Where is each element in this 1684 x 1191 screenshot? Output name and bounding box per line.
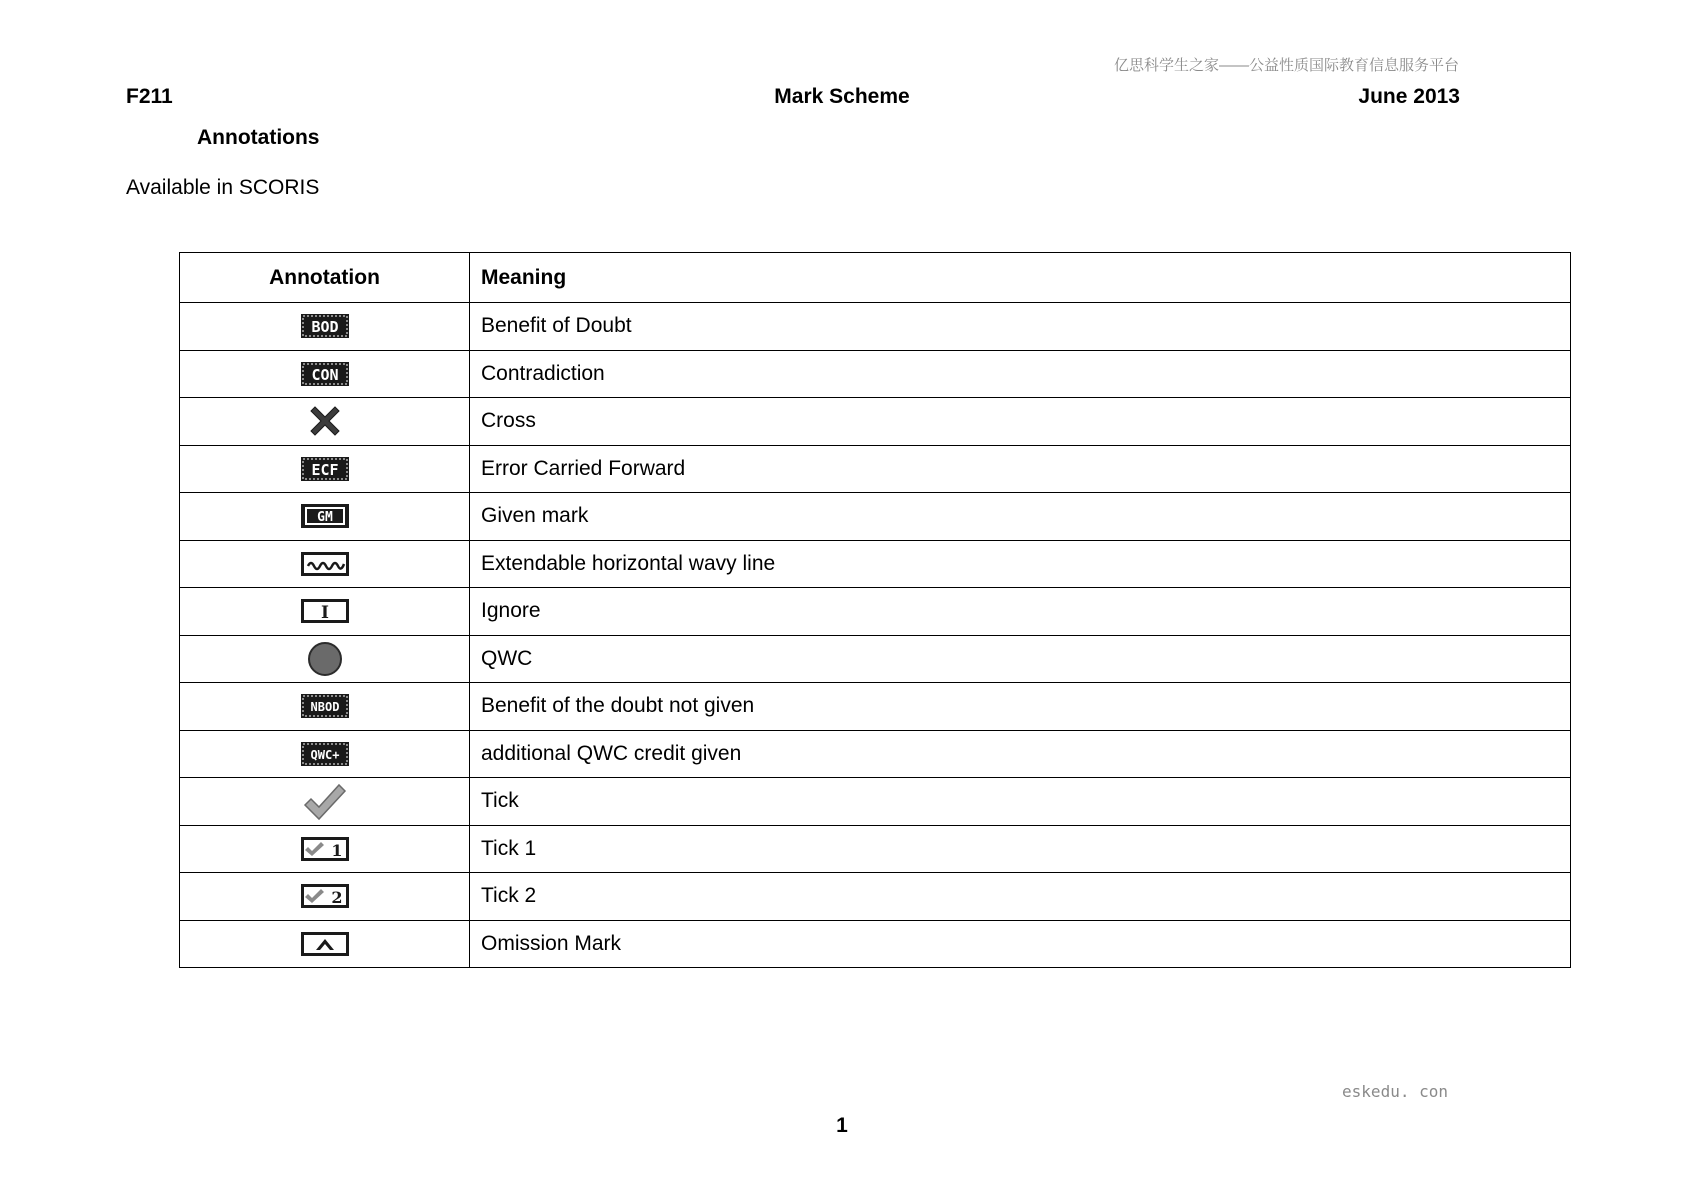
meaning-cell: Extendable horizontal wavy line bbox=[470, 540, 1571, 588]
given-mark-icon-label: GM bbox=[316, 510, 333, 526]
meaning-cell: additional QWC credit given bbox=[470, 730, 1571, 778]
column-header-annotation: Annotation bbox=[180, 253, 470, 303]
nbod-icon bbox=[301, 694, 349, 718]
table-row bbox=[180, 588, 1571, 636]
availability-note: Available in SCORIS bbox=[126, 176, 320, 199]
table-row bbox=[180, 398, 1571, 446]
meaning-cell: Omission Mark bbox=[470, 920, 1571, 968]
meaning-cell: Benefit of Doubt bbox=[470, 303, 1571, 351]
table-row bbox=[180, 683, 1571, 731]
table-row bbox=[180, 635, 1571, 683]
table-row bbox=[180, 730, 1571, 778]
qwc-circle-icon bbox=[305, 639, 345, 679]
column-header-meaning: Meaning bbox=[470, 253, 1571, 303]
header-paper-code: F211 bbox=[126, 85, 173, 108]
meaning-cell: Given mark bbox=[470, 493, 1571, 541]
given-mark-icon bbox=[301, 504, 349, 528]
ecf-icon bbox=[301, 457, 349, 481]
ignore-icon-label: I bbox=[320, 603, 329, 624]
section-title: Annotations bbox=[197, 126, 320, 149]
omission-mark-icon bbox=[301, 932, 349, 956]
table-row bbox=[180, 350, 1571, 398]
meaning-cell: Contradiction bbox=[470, 350, 1571, 398]
bod-icon bbox=[301, 314, 349, 338]
watermark-bottom: eskedu. con bbox=[1342, 1082, 1448, 1101]
table-row bbox=[180, 303, 1571, 351]
table-row bbox=[180, 778, 1571, 826]
cross-icon bbox=[305, 401, 345, 441]
ignore-icon bbox=[301, 599, 349, 623]
annotations-table bbox=[179, 252, 1571, 968]
con-icon-label: CON bbox=[310, 365, 339, 384]
meaning-cell: Tick 2 bbox=[470, 873, 1571, 921]
tick-2-icon bbox=[301, 884, 349, 908]
page-number: 1 bbox=[836, 1114, 848, 1137]
table-row bbox=[180, 445, 1571, 493]
bod-icon-label: BOD bbox=[310, 318, 339, 337]
table-row bbox=[180, 920, 1571, 968]
header-document-title: Mark Scheme bbox=[774, 85, 910, 108]
wavy-line-icon bbox=[301, 552, 349, 576]
tick-1-icon bbox=[301, 837, 349, 861]
meaning-cell: Tick bbox=[470, 778, 1571, 826]
watermark-top: 亿思科学生之家——公益性质国际教育信息服务平台 bbox=[1113, 57, 1459, 74]
qwc-plus-icon bbox=[301, 742, 349, 766]
table-header-row bbox=[180, 253, 1571, 303]
table-row bbox=[180, 493, 1571, 541]
table-row bbox=[180, 540, 1571, 588]
meaning-cell: Cross bbox=[470, 398, 1571, 446]
ecf-icon-label: ECF bbox=[310, 460, 339, 479]
table-row bbox=[180, 873, 1571, 921]
table-row bbox=[180, 825, 1571, 873]
meaning-cell: QWC bbox=[470, 635, 1571, 683]
qwc-plus-icon-label: QWC+ bbox=[310, 747, 339, 762]
tick-icon bbox=[302, 781, 348, 821]
tick-1-icon-label: 1 bbox=[330, 840, 343, 860]
meaning-cell: Ignore bbox=[470, 588, 1571, 636]
header-session: June 2013 bbox=[1358, 85, 1460, 108]
meaning-cell: Error Carried Forward bbox=[470, 445, 1571, 493]
con-icon bbox=[301, 362, 349, 386]
nbod-icon-label: NBOD bbox=[310, 700, 339, 715]
meaning-cell: Tick 1 bbox=[470, 825, 1571, 873]
tick-2-icon-label: 2 bbox=[330, 888, 343, 908]
meaning-cell: Benefit of the doubt not given bbox=[470, 683, 1571, 731]
